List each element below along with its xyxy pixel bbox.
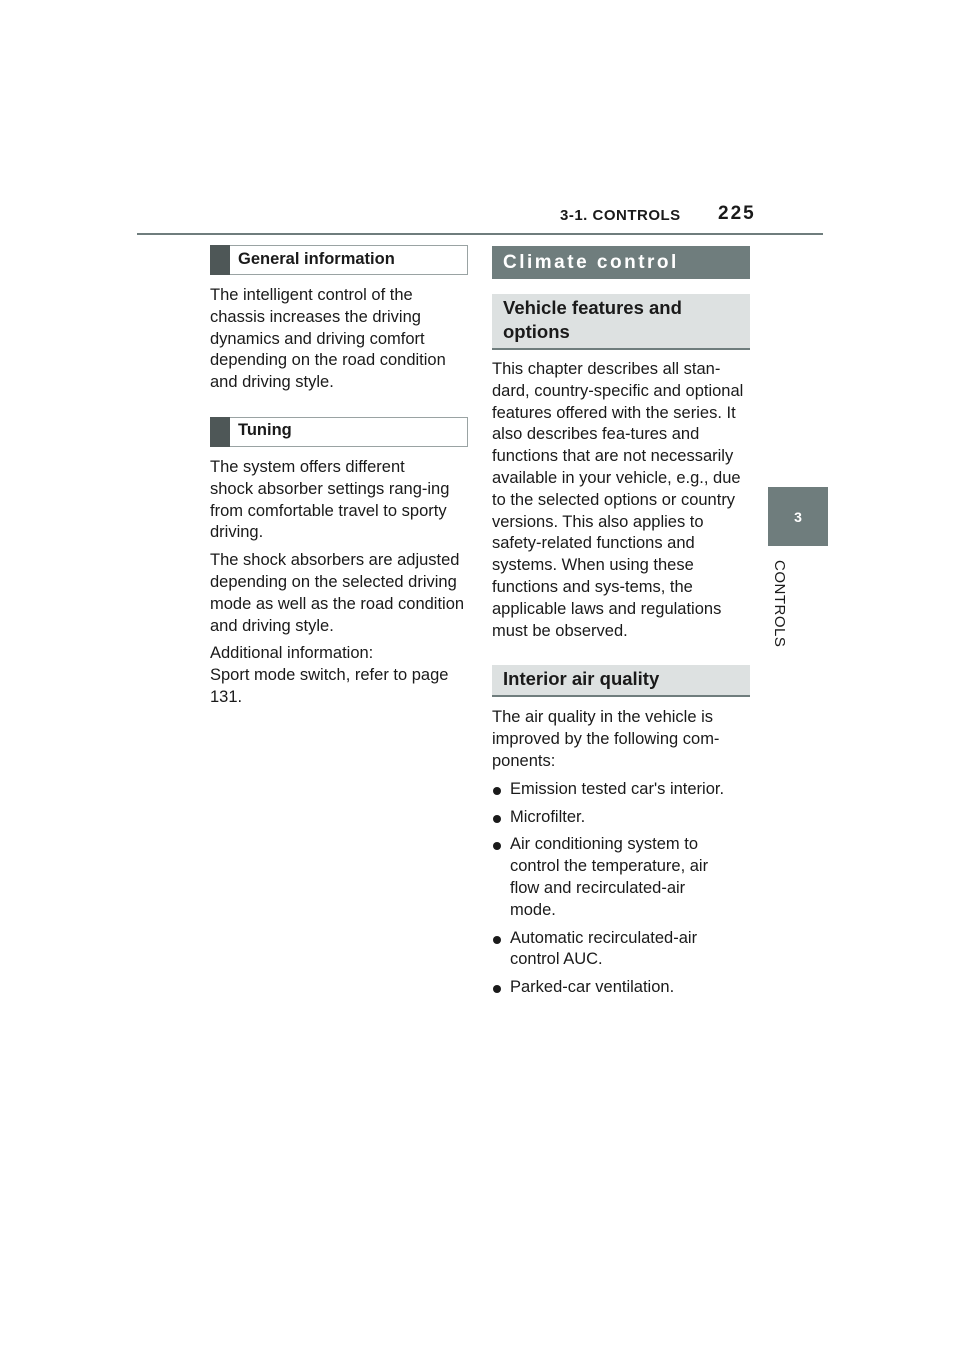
list-item: Parked-car ventilation. bbox=[492, 977, 750, 999]
interior-air-quality-heading: Interior air quality bbox=[492, 665, 750, 697]
page-number: 225 bbox=[718, 203, 756, 224]
heading-marker bbox=[210, 417, 230, 447]
bullet-icon bbox=[493, 815, 501, 823]
list-item: Air conditioning system to control the temperature, air flow and recirculated-air mode. bbox=[492, 834, 725, 921]
bullet-icon bbox=[493, 787, 501, 795]
interior-air-quality-text: The air quality in the vehicle is improved by the following com-ponents: bbox=[492, 708, 720, 770]
air-quality-list bbox=[492, 779, 750, 999]
climate-control-heading: Climate control bbox=[492, 246, 750, 279]
bullet-icon bbox=[493, 985, 501, 993]
list-item: Microfilter. bbox=[492, 807, 750, 829]
chapter-side-label: CONTROLS bbox=[771, 560, 788, 648]
vehicle-features-heading: Vehicle features and options bbox=[492, 294, 750, 350]
tuning-paragraph-3 bbox=[210, 643, 466, 708]
heading-marker bbox=[210, 245, 230, 275]
heading-text: Tuning bbox=[238, 421, 292, 440]
page-reference: Sport mode switch, refer to page 131. bbox=[210, 666, 449, 706]
tuning-paragraph-2: The shock absorbers are adjusted depending on the selected driving mode as well as the road condition and driving style. bbox=[210, 551, 465, 635]
chapter-number: 3 bbox=[794, 508, 802, 525]
right-column bbox=[492, 246, 750, 1005]
bullet-icon bbox=[493, 936, 501, 944]
tuning-heading bbox=[210, 417, 468, 447]
section-title: 3-1. CONTROLS bbox=[560, 207, 681, 224]
vehicle-features-text: This chapter describes all stan-dard, country-specific and optional features offered with the series. It also describes fea-tures and functions that are not necessarily available in your vehicle, e.g., due to the selected options or country versions. This also applies to safety-related functions and systems. When using these functions and sys-tems, the applicable laws and regulations must be observed. bbox=[492, 360, 744, 640]
list-item: Emission tested car's interior. bbox=[492, 779, 750, 801]
header-divider bbox=[137, 233, 823, 235]
chapter-tab bbox=[768, 487, 828, 546]
additional-info-label: Additional information: bbox=[210, 644, 374, 663]
list-item: Automatic recirculated-air control AUC. bbox=[492, 928, 725, 972]
tuning-paragraph-1: The system offers different shock absorber settings rang-ing from comfortable travel to sporty driving. bbox=[210, 457, 450, 542]
general-information-text: The intelligent control of the chassis increases the driving dynamics and driving comfort depending on the road condition and driving style. bbox=[210, 286, 446, 392]
bullet-icon bbox=[493, 842, 501, 850]
heading-text: General information bbox=[238, 249, 395, 268]
left-column bbox=[210, 245, 468, 709]
general-information-heading bbox=[210, 245, 468, 275]
